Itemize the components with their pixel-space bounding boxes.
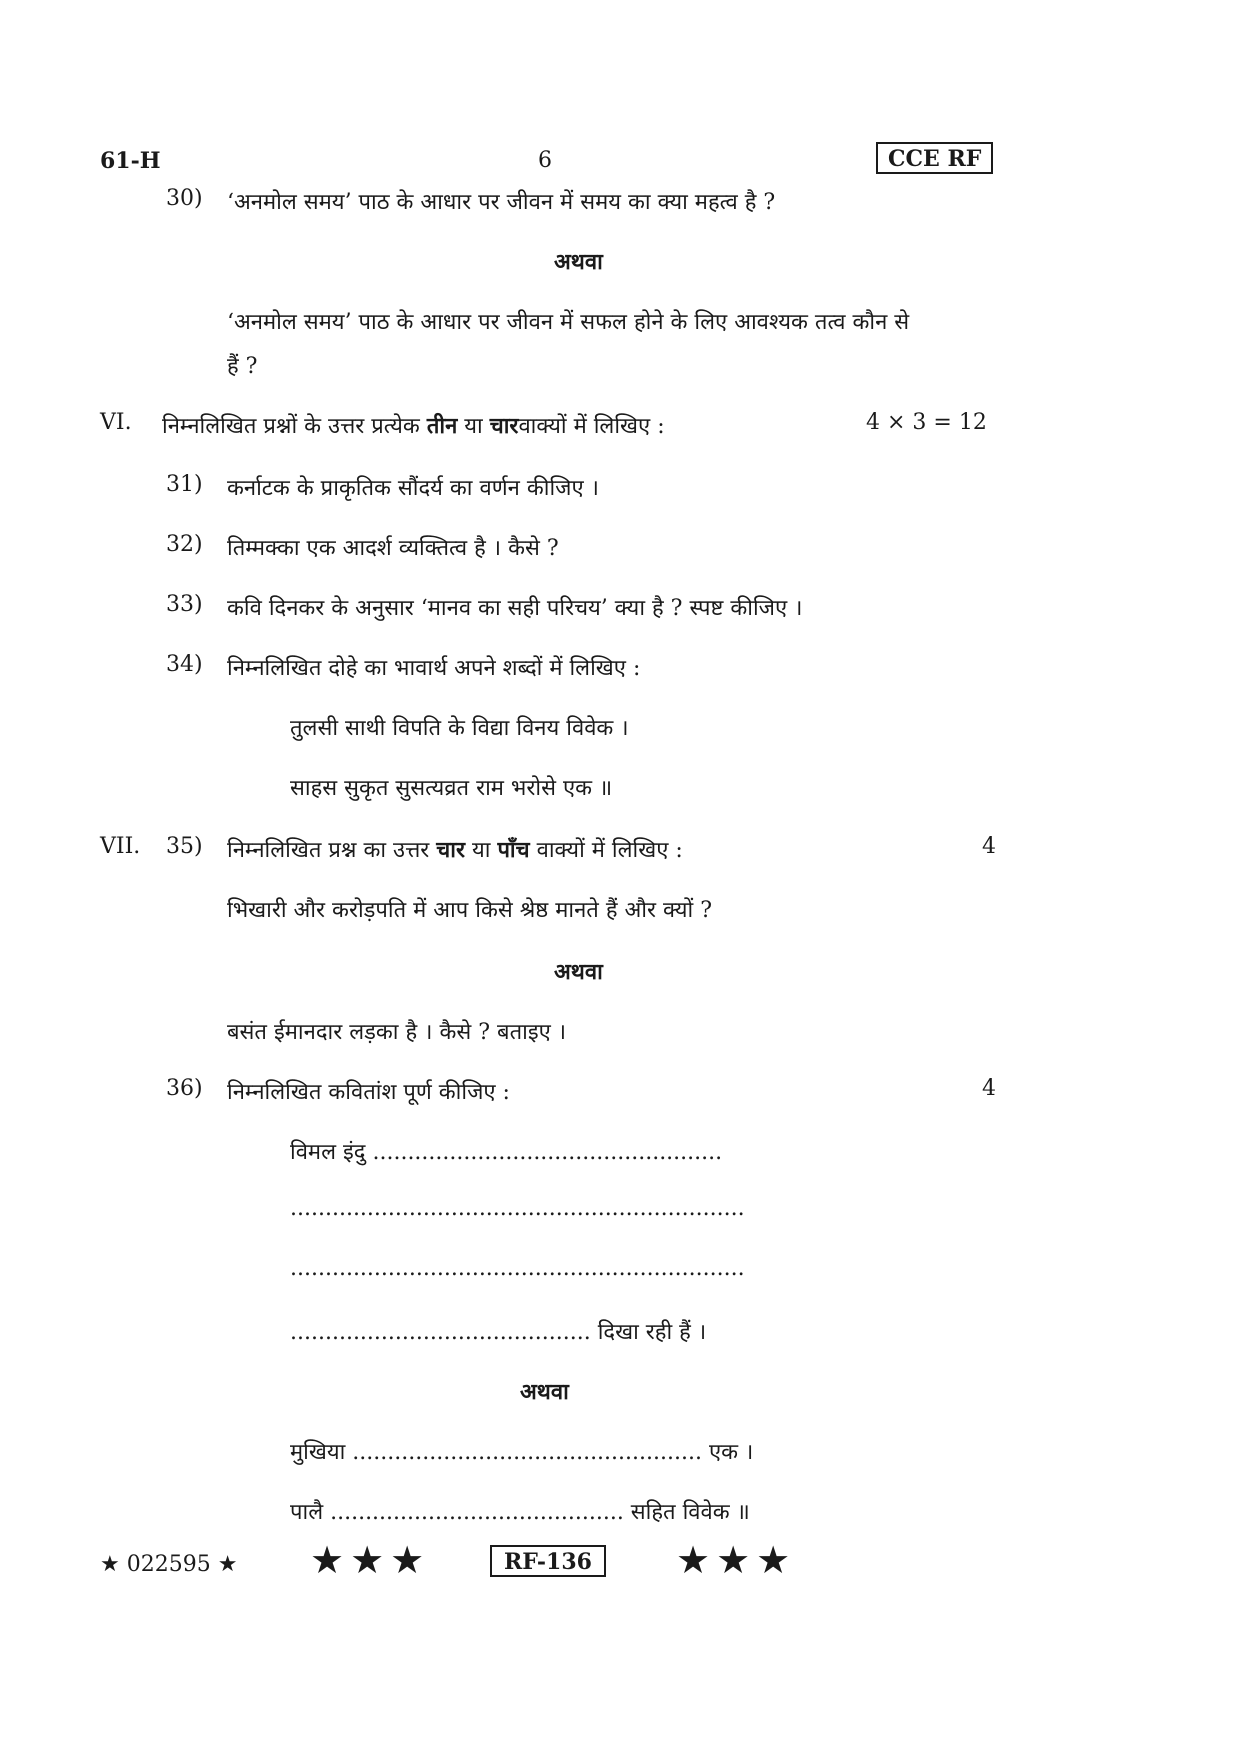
footer-code: ★ 022595 ★: [100, 1552, 238, 1577]
q30-alt-text-1: ‘अनमोल समय’ पाठ के आधार पर जीवन में सफल होने के लिए आवश्यक तत्व कौन से: [227, 310, 910, 335]
section-vi-marks: 4 × 3 = 12: [866, 410, 987, 435]
section-vii-instr-d: पाँच: [497, 837, 530, 863]
q34-text: निम्नलिखित दोहे का भावार्थ अपने शब्दों में लिखिए :: [227, 656, 641, 681]
q36-text: निम्नलिखित कवितांश पूर्ण कीजिए :: [227, 1080, 510, 1105]
section-vii-instruction: [227, 834, 683, 864]
poem1-line-4: ........................................... दिखा रही हैं ।: [290, 1320, 707, 1345]
section-vi-instr-e: वाक्यों में लिखिए :: [518, 414, 665, 439]
poem1-line-1: विमल इंदु ..................................................: [290, 1140, 723, 1165]
section-vi-number: VI.: [100, 410, 132, 435]
footer-badge: RF-136: [490, 1545, 606, 1577]
poem2-line-2: पालै .......................................... सहित विवेक ॥: [290, 1500, 750, 1525]
footer-stars-left: ★★★: [310, 1538, 431, 1582]
section-vi-instr-c: या: [464, 414, 483, 439]
section-vi-instr-a: निम्नलिखित प्रश्नों के उत्तर प्रत्येक: [162, 414, 420, 439]
footer-stars-right: ★★★: [676, 1538, 797, 1582]
section-vii-instr-b: चार: [436, 837, 465, 863]
poem1-line-3: .................................................................: [290, 1256, 745, 1281]
page-number: 6: [538, 148, 552, 173]
q34-doha-line-2: साहस सुकृत सुसत्यव्रत राम भरोसे एक ॥: [290, 776, 613, 801]
q35-marks: 4: [982, 834, 996, 859]
q31-number: 31): [166, 472, 203, 497]
q33-text: कवि दिनकर के अनुसार ‘मानव का सही परिचय’ क्या है ? स्पष्ट कीजिए ।: [227, 596, 803, 621]
section-vii-number: VII.: [100, 834, 141, 859]
q35-text: भिखारी और करोड़पति में आप किसे श्रेष्ठ मानते हैं और क्यों ?: [227, 898, 713, 923]
section-vi-instruction: [162, 410, 665, 440]
series-badge: CCE RF: [876, 142, 993, 174]
section-vi-instr-d: चार: [489, 413, 519, 439]
q32-text: तिम्मक्का एक आदर्श व्यक्तित्व है । कैसे ?: [227, 536, 559, 561]
or-heading-q30: अथवा: [554, 249, 603, 275]
q30-number: 30): [166, 186, 203, 211]
section-vii-instr-e: वाक्यों में लिखिए :: [536, 838, 683, 863]
or-heading-q36: अथवा: [520, 1379, 569, 1405]
q35-number: 35): [166, 834, 203, 859]
q36-marks: 4: [982, 1076, 996, 1101]
q31-text: कर्नाटक के प्राकृतिक सौंदर्य का वर्णन कीजिए ।: [227, 476, 599, 501]
q36-number: 36): [166, 1076, 203, 1101]
q35-alt-text: बसंत ईमानदार लड़का है । कैसे ? बताइए ।: [227, 1020, 567, 1045]
section-vii-instr-a: निम्नलिखित प्रश्न का उत्तर: [227, 838, 430, 863]
q30-text: ‘अनमोल समय’ पाठ के आधार पर जीवन में समय का क्या महत्व है ?: [227, 190, 776, 215]
section-vi-instr-b: तीन: [426, 413, 458, 439]
q34-doha-line-1: तुलसी साथी विपति के विद्या विनय विवेक ।: [290, 716, 629, 741]
or-heading-q35: अथवा: [554, 959, 603, 985]
q30-alt-text-2: हैं ?: [227, 354, 258, 379]
poem1-line-2: .................................................................: [290, 1196, 745, 1221]
q32-number: 32): [166, 532, 203, 557]
q33-number: 33): [166, 592, 203, 617]
section-vii-instr-c: या: [471, 838, 491, 863]
poem2-line-1: मुखिया .................................................. एक ।: [290, 1440, 754, 1465]
q34-number: 34): [166, 652, 203, 677]
paper-code: 61-H: [100, 148, 161, 174]
